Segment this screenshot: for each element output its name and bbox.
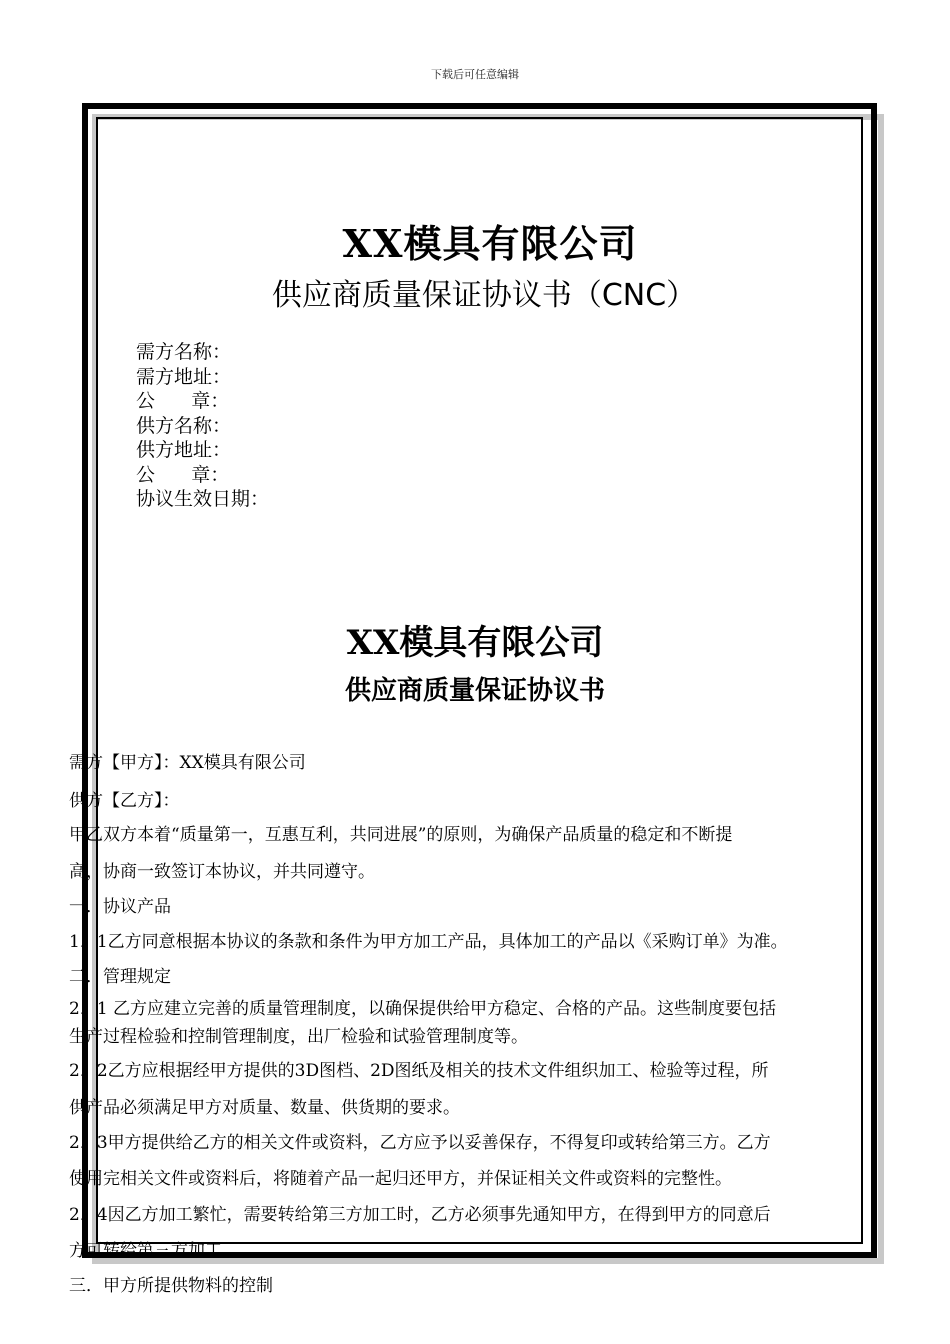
clause-2-1-line-2: 生产过程检验和控制管理制度，出厂检验和试验管理制度等。 bbox=[69, 1027, 528, 1047]
intro-line-2: 高，协商一致签订本协议，并共同遵守。 bbox=[69, 862, 375, 882]
section-3-title: 三．甲方所提供物料的控制 bbox=[69, 1276, 273, 1296]
clause-2-1-line-1: 2．1 乙方应建立完善的质量管理制度，以确保提供给甲方稳定、合格的产品。这些制度要包括 bbox=[69, 999, 777, 1019]
party-b: 供方【乙方】： bbox=[69, 791, 180, 811]
field-effective-date: 协议生效日期： bbox=[136, 488, 270, 510]
document-subtitle: 供应商质量保证协议书 bbox=[344, 676, 605, 706]
clause-2-3-line-2: 使用完相关文件或资料后，将随着产品一起归还甲方，并保证相关文件或资料的完整性。 bbox=[69, 1169, 732, 1189]
cover-fields bbox=[136, 340, 269, 512]
clause-2-2-line-2: 供产品必须满足甲方对质量、数量、供货期的要求。 bbox=[69, 1098, 460, 1118]
field-supplier-name: 供方名称： bbox=[136, 414, 232, 437]
section-1-title: 一．协议产品 bbox=[69, 897, 171, 917]
field-buyer-address: 需方地址： bbox=[136, 365, 232, 388]
clause-2-4-line-1: 2．4因乙方加工繁忙，需要转给第三方加工时，乙方必须事先通知甲方，在得到甲方的同意后 bbox=[69, 1205, 771, 1225]
field-supplier-address: 供方地址： bbox=[136, 439, 232, 461]
clause-2-4-line-2: 方可转给第三方加工。 bbox=[69, 1241, 239, 1261]
intro-line-1: 甲乙双方本着“质量第一，互惠互利，共同进展”的原则，为确保产品质量的稳定和不断提 bbox=[69, 825, 733, 845]
clause-2-2-line-1: 2．2乙方应根据经甲方提供的3D图档、2D图纸及相关的技术文件组织加工、检验等过程，所 bbox=[69, 1061, 769, 1081]
field-supplier-seal: 公 章： bbox=[136, 463, 230, 486]
cover-subtitle: 供应商质量保证协议书（CNC） bbox=[271, 278, 697, 313]
document-title: XX模具有限公司 bbox=[346, 623, 604, 663]
field-buyer-seal: 公 章： bbox=[136, 390, 230, 412]
clause-1-1: 1．1乙方同意根据本协议的条款和条件为甲方加工产品，具体加工的产品以《采购订单》为准。 bbox=[69, 932, 788, 952]
field-buyer-name: 需方名称： bbox=[136, 341, 232, 363]
cover-title: XX模具有限公司 bbox=[342, 221, 638, 266]
clause-2-3-line-1: 2．3甲方提供给乙方的相关文件或资料，乙方应予以妥善保存，不得复印或转给第三方。乙方 bbox=[69, 1133, 771, 1153]
section-2-title: 二．管理规定 bbox=[69, 967, 171, 987]
party-a: 需方【甲方】：XX模具有限公司 bbox=[69, 753, 306, 773]
page-header-note: 下载后可任意编辑 bbox=[431, 68, 519, 81]
